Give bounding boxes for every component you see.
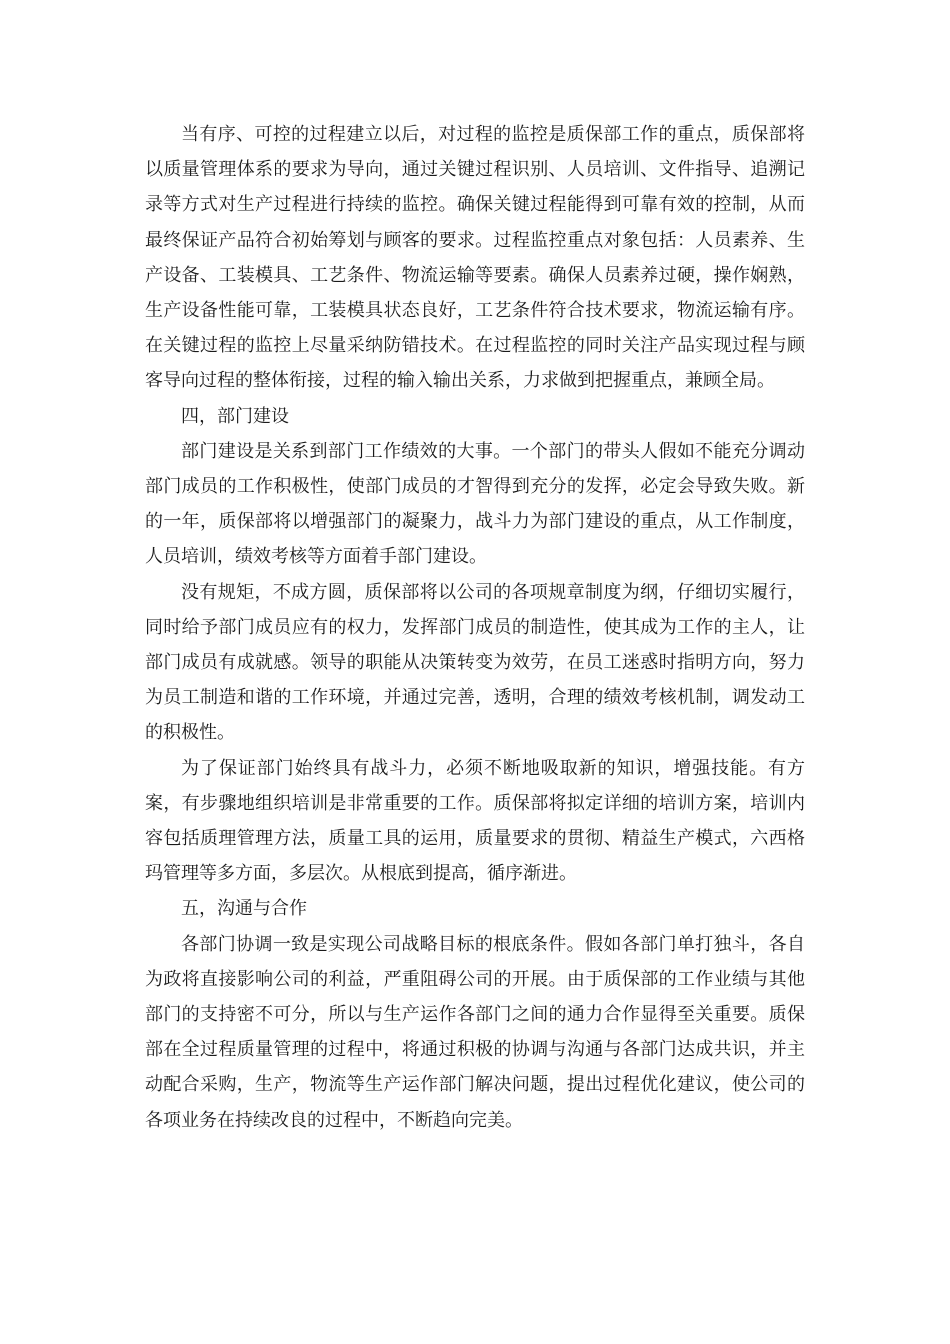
paragraph-process-monitoring: 当有序、可控的过程建立以后，对过程的监控是质保部工作的重点，质保部将以质量管理体系的要求为导向，通过关键过程识别、人员培训、文件指导、追溯记录等方式对生产过程进行持续的监控。确保关键过程能得到可靠有效的控制，从而最终保证产品符合初始筹划与顾客的要求。过程监控重点对象包括：人员素养、生产设备、工装模具、工艺条件、物流运输等要素。确保人员素养过硬，操作娴熟，生产设备性能可靠，工装模具状态良好，工艺条件符合技术要求，物流运输有序。在关键过程的监控上尽量采纳防错技术。在过程监控的同时关注产品实现过程与顾客导向过程的整体衔接，过程的输入输出关系，力求做到把握重点，兼顾全局。 [145,124,805,392]
paragraph-department-building: 部门建设是关系到部门工作绩效的大事。一个部门的带头人假如不能充分调动部门成员的工作积极性，使部门成员的才智得到充分的发挥，必定会导致失败。新的一年，质保部将以增强部门的凝聚力，战斗力为部门建设的重点，从工作制度，人员培训，绩效考核等方面着手部门建设。 [145,440,805,568]
paragraph-rules-and-management: 没有规矩，不成方圆，质保部将以公司的各项规章制度为纲，仔细切实履行，同时给予部门成员应有的权力，发挥部门成员的制造性，使其成为工作的主人，让部门成员有成就感。领导的职能从决策转变为效劳，在员工迷惑时指明方向，努力为员工制造和谐的工作环境，并通过完善，透明，合理的绩效考核机制，调发动工的积极性。 [145,581,805,744]
section-heading-communication: 五，沟通与合作 [181,898,307,920]
paragraph-communication: 各部门协调一致是实现公司战略目标的根底条件。假如各部门单打独斗，各自为政将直接影响公司的利益，严重阻碍公司的开展。由于质保部的工作业绩与其他部门的支持密不可分，所以与生产运作各部门之间的通力合作显得至关重要。质保部在全过程质量管理的过程中，将通过积极的协调与沟通与各部门达成共识，并主动配合采购，生产，物流等生产运作部门解决问题，提出过程优化建议，使公司的各项业务在持续改良的过程中，不断趋向完美。 [145,933,805,1131]
paragraph-training: 为了保证部门始终具有战斗力，必须不断地吸取新的知识，增强技能。有方案，有步骤地组织培训是非常重要的工作。质保部将拟定详细的培训方案，培训内容包括质理管理方法，质量工具的运用，质量要求的贯彻、精益生产模式，六西格玛管理等多方面，多层次。从根底到提高，循序渐进。 [145,757,805,885]
document-body [145,117,805,1138]
section-heading-department-building: 四，部门建设 [181,405,289,427]
